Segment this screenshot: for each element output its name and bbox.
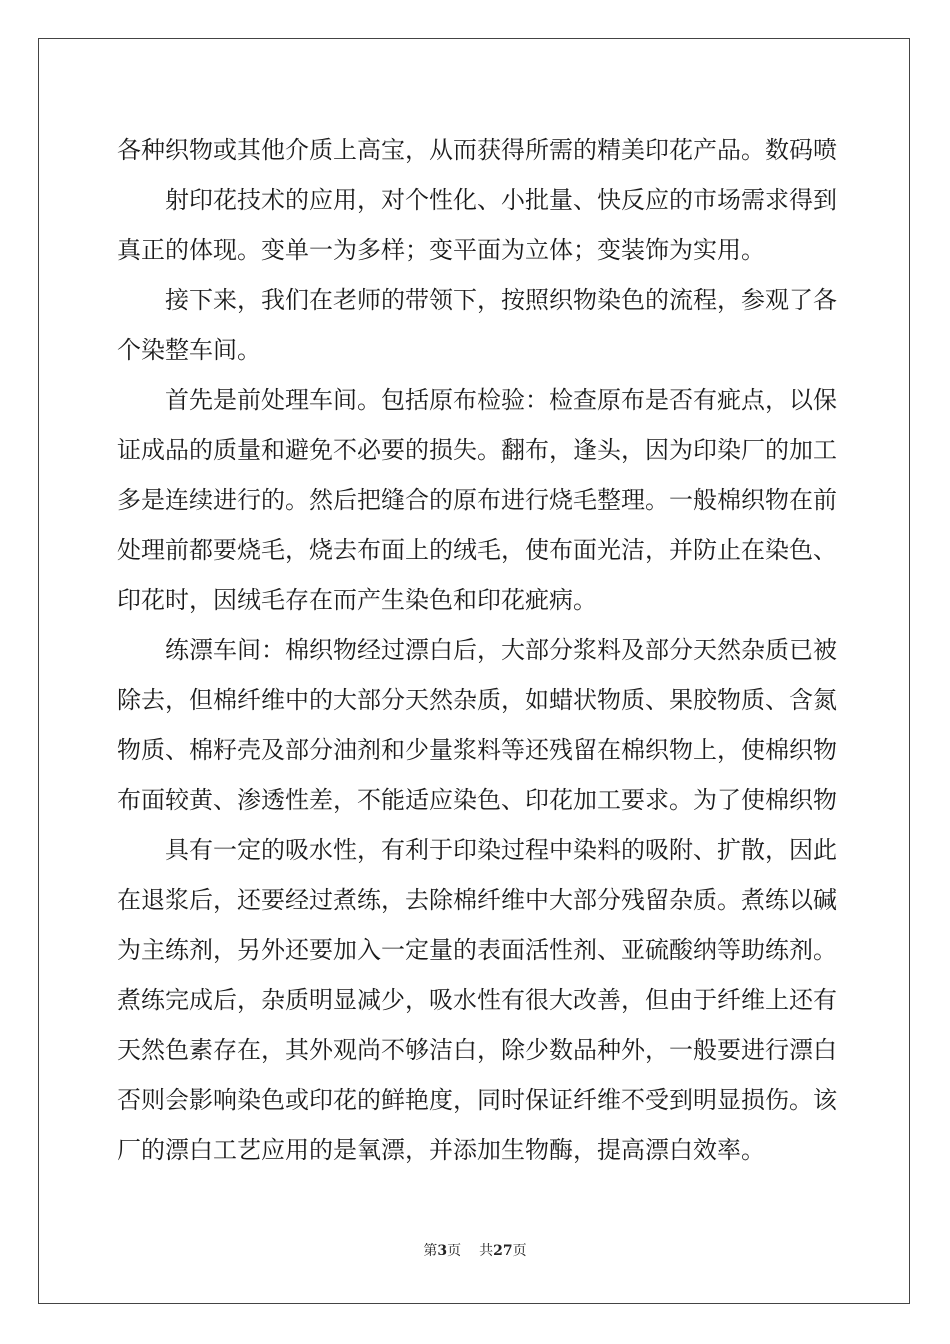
text-line: 真正的体现。变单一为多样；变平面为立体；变装饰为实用。: [117, 236, 765, 264]
page-footer: [0, 1240, 950, 1260]
text-line: 首先是前处理车间。包括原布检验：检查原布是否有疵点，以保: [165, 386, 837, 414]
text-line: 在退浆后，还要经过煮练，去除棉纤维中大部分残留杂质。煮练以碱: [117, 886, 837, 914]
text-line: 证成品的质量和避免不必要的损失。翻布，逢头，因为印染厂的加工: [117, 436, 837, 464]
text-line: 多是连续进行的。然后把缝合的原布进行烧毛整理。一般棉织物在前: [117, 486, 837, 514]
text-line: 练漂车间：棉织物经过漂白后，大部分浆料及部分天然杂质已被: [165, 636, 837, 664]
text-line: 厂的漂白工艺应用的是氧漂，并添加生物酶，提高漂白效率。: [117, 1136, 765, 1164]
text-line: 各种织物或其他介质上高宝，从而获得所需的精美印花产品。数码喷: [117, 136, 837, 164]
text-line: 处理前都要烧毛，烧去布面上的绒毛，使布面光洁，并防止在染色、: [117, 536, 837, 564]
text-line: 天然色素存在，其外观尚不够洁白，除少数品种外，一般要进行漂白: [117, 1036, 837, 1064]
text-line: 具有一定的吸水性，有利于印染过程中染料的吸附、扩散，因此: [165, 836, 837, 864]
text-line: 射印花技术的应用，对个性化、小批量、快反应的市场需求得到: [165, 186, 837, 214]
text-line: 否则会影响染色或印花的鲜艳度，同时保证纤维不受到明显损伤。该: [117, 1086, 837, 1114]
text-line: 布面较黄、渗透性差，不能适应染色、印花加工要求。为了使棉织物: [117, 786, 837, 814]
text-line: 物质、棉籽壳及部分油剂和少量浆料等还残留在棉织物上，使棉织物: [117, 736, 837, 764]
page-prefix: 第: [423, 1243, 438, 1259]
page-suffix: 页: [447, 1243, 462, 1259]
text-line: 个染整车间。: [117, 336, 261, 364]
page-number: 3: [437, 1243, 448, 1259]
text-line: 为主练剂，另外还要加入一定量的表面活性剂、亚硫酸纳等助练剂。: [117, 936, 837, 964]
text-line: 印花时，因绒毛存在而产生染色和印花疵病。: [117, 586, 597, 614]
total-suffix: 页: [512, 1243, 527, 1259]
text-line: 接下来，我们在老师的带领下，按照织物染色的流程，参观了各: [165, 286, 837, 314]
text-line: 煮练完成后，杂质明显减少，吸水性有很大改善，但由于纤维上还有: [117, 986, 837, 1014]
total-prefix: 共: [479, 1243, 494, 1259]
total-pages: 27: [493, 1243, 513, 1259]
text-line: 除去，但棉纤维中的大部分天然杂质，如蜡状物质、果胶物质、含氮: [117, 686, 837, 714]
